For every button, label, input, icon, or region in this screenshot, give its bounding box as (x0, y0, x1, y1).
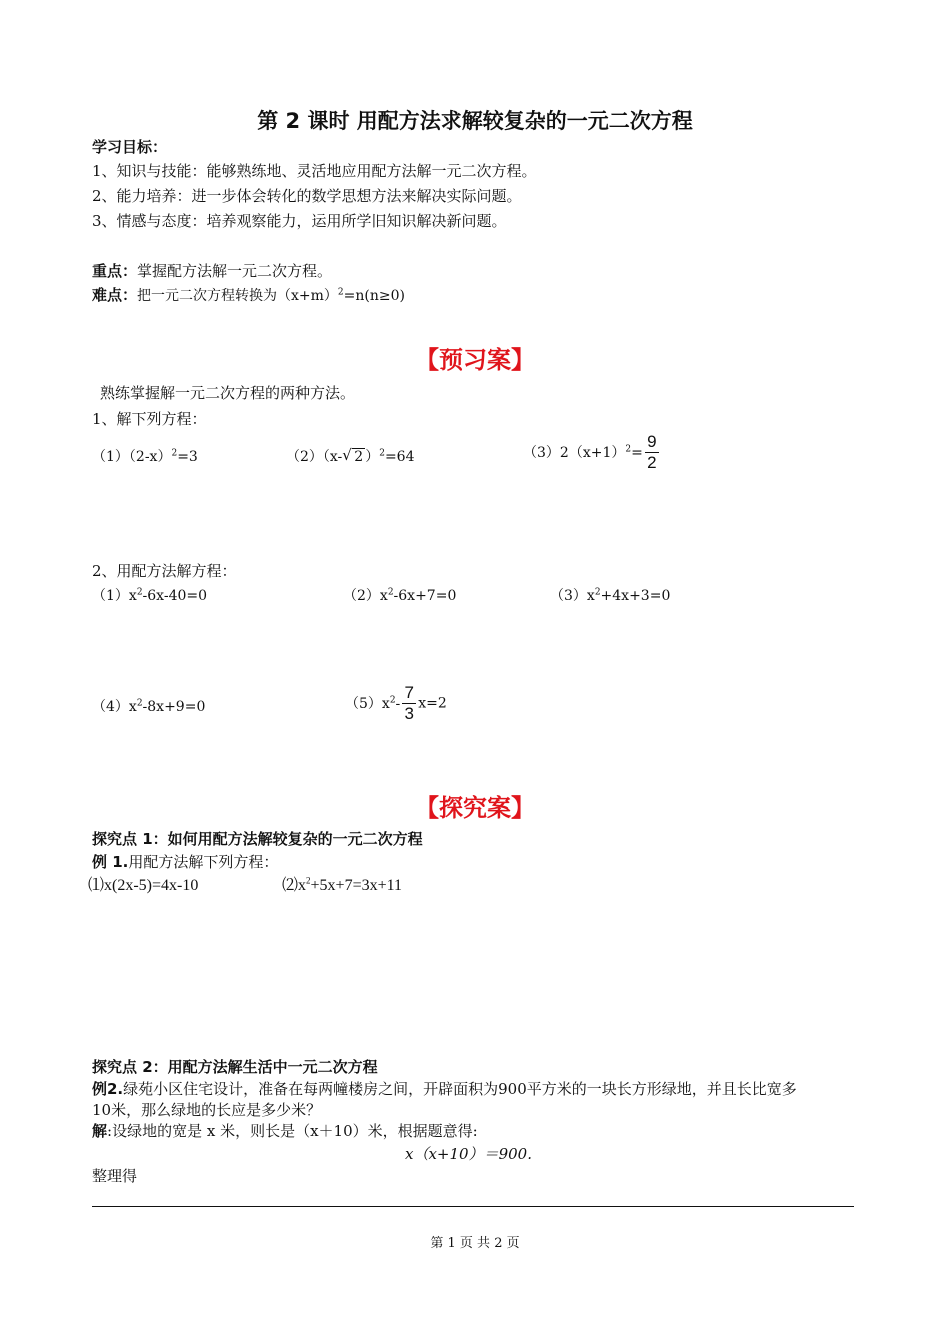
objective-3: 3、情感与态度：培养观察能力，运用所学旧知识解决新问题。 (92, 212, 507, 230)
preview-q1-label: 1、解下列方程： (92, 410, 207, 428)
explore-heading: 【探究案】 (415, 794, 535, 822)
example-1-problem-2: $⑵x^2+5x+7=3x+11$ (282, 875, 403, 894)
example-2-label: 例2. (92, 1080, 124, 1098)
preview-intro: 熟练掌握解一元二次方程的两种方法。 (100, 384, 356, 402)
solution-label: 解 (92, 1122, 108, 1140)
example-1-problem-1: ⑴x(2x-5)=4x-10 (88, 877, 199, 894)
q1-problem-3 (523, 432, 661, 473)
difficulty-label: 难点： (92, 286, 138, 304)
example-1 (92, 851, 278, 872)
fraction-numerator: 9 (647, 432, 657, 451)
q1-problem-2-suffix: ）$^2$=64 (365, 448, 415, 465)
solution-line (92, 1120, 478, 1141)
key-point (92, 260, 332, 281)
example-1-label: 例 1. (92, 853, 129, 871)
example-2-line-1 (92, 1078, 797, 1099)
example-2-line-2: 10米，那么绿地的长应是多少米？ (92, 1101, 322, 1119)
solution-text: :设绿地的宽是 x 米，则长是（x＋10）米，根据题意得: (107, 1122, 478, 1140)
radicand: 2 (354, 449, 364, 465)
fraction-denominator: 2 (647, 453, 657, 472)
fraction-9-2 (645, 432, 659, 473)
key-point-text: 掌握配方法解一元二次方程。 (137, 262, 333, 280)
example-1-text: 用配方法解下列方程： (128, 853, 279, 871)
q1-problem-1: $(1)(2-x)^2=3$ (92, 448, 198, 465)
q1-problem-2 (286, 446, 415, 466)
preview-heading: 【预习案】 (415, 346, 535, 374)
page-footer: 第 1 页 共 2 页 (430, 1236, 520, 1251)
footer-divider (92, 1206, 854, 1207)
fraction-numerator: 7 (404, 683, 415, 702)
q2-problem-2: $(2)x^2-6x+7=0$ (343, 587, 457, 604)
objectives-heading: 学习目标： (92, 138, 168, 156)
objective-1: 1、知识与技能：能够熟练地、灵活地应用配方法解一元二次方程。 (92, 162, 537, 180)
difficulty-text: 把一元二次方程转换为$(x+m)^2=n(n\ge 0)$ (137, 287, 405, 304)
q1-problem-2-prefix: （2）（x- (286, 449, 343, 465)
equation: x（x+10）＝900. (405, 1145, 532, 1163)
difficulty (92, 284, 405, 305)
q2-problem-4: $(4)x^2-8x+9=0$ (92, 698, 206, 715)
key-point-label: 重点： (92, 262, 138, 280)
radical-sign: √ (342, 446, 352, 464)
example-2-text-1: 绿苑小区住宅设计，准备在每两幢楼房之间，开辟面积为900平方米的一块长方形绿地，并且长比宽多 (123, 1080, 797, 1098)
fraction-7-3 (402, 683, 416, 724)
explore-point-1: 探究点 1：如何用配方法解较复杂的一元二次方程 (92, 830, 423, 848)
fraction-denominator: 3 (404, 704, 415, 723)
q2-problem-3: $(3)x^2+4x+3=0$ (550, 587, 671, 604)
sqrt-symbol (342, 448, 365, 465)
q1-problem-3-prefix: $(3)2(x+1)^2=$ (523, 443, 643, 461)
q2-problem-5-prefix: $(5)x^2-$ (345, 694, 401, 712)
objective-2: 2、能力培养：进一步体会转化的数学思想方法来解决实际问题。 (92, 187, 522, 205)
preview-q2-label: 2、用配方法解方程： (92, 562, 237, 580)
page-title: 第 2 课时 用配方法求解较复杂的一元二次方程 (257, 109, 693, 133)
explore-point-2: 探究点 2：用配方法解生活中一元二次方程 (92, 1058, 378, 1076)
organize-text: 整理得 (92, 1167, 138, 1185)
q2-problem-5-suffix: x=2 (418, 695, 447, 712)
q2-problem-1: $(1)x^2-6x-40=0$ (92, 587, 208, 604)
q2-problem-5 (345, 683, 447, 724)
